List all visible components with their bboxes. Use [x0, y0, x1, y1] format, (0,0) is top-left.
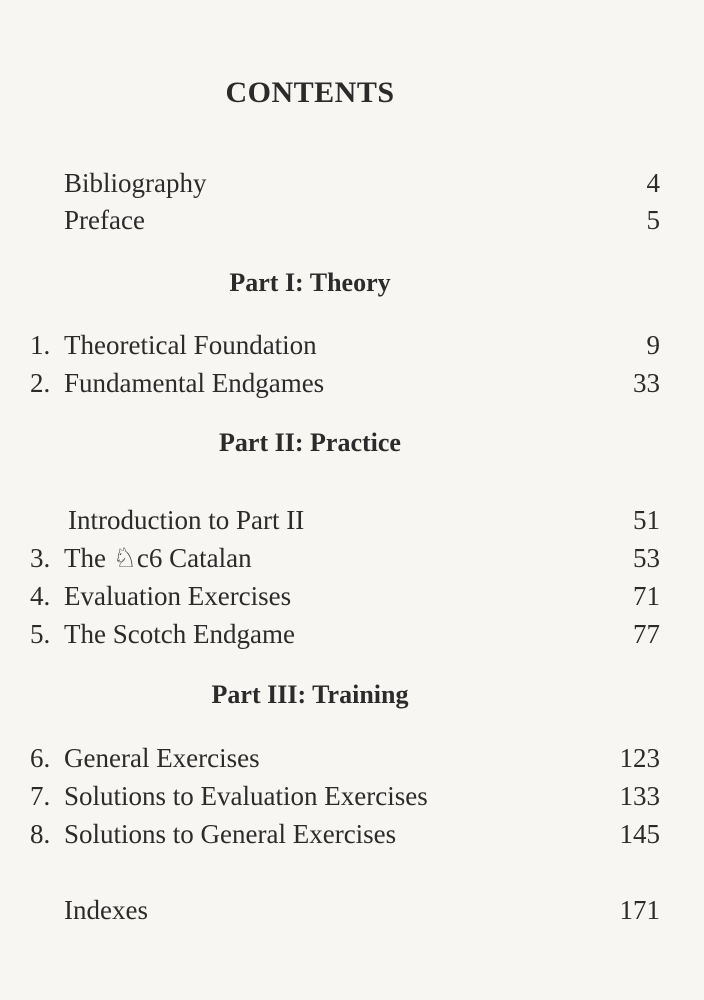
toc-entry-chapter-6[interactable] [0, 743, 660, 779]
toc-entry-page: 133 [619, 781, 660, 811]
toc-entry-page: 51 [633, 505, 660, 535]
toc-entry-chapter-5[interactable] [0, 619, 660, 655]
toc-entry-label: Indexes [64, 895, 148, 925]
toc-entry-page: 123 [619, 743, 660, 773]
toc-entry-label: The ♘c6 Catalan [64, 543, 252, 573]
toc-entry-intro-part2[interactable] [0, 505, 660, 541]
part-heading-practice: Part II: Practice [219, 428, 401, 457]
toc-entry-label: Introduction to Part II [68, 505, 305, 535]
toc-entry-label: Solutions to Evaluation Exercises [64, 781, 428, 811]
toc-entry-number: 3. [30, 543, 51, 573]
toc-entry-number: 4. [30, 581, 51, 611]
toc-entry-page: 5 [646, 205, 660, 235]
toc-entry-label: Theoretical Foundation [64, 330, 317, 360]
toc-entry-page: 171 [619, 895, 660, 925]
toc-entry-page: 145 [619, 819, 660, 849]
toc-entry-label: Solutions to General Exercises [64, 819, 397, 849]
toc-entry-label: General Exercises [64, 743, 260, 773]
toc-entry-chapter-7[interactable] [0, 781, 660, 817]
toc-entry-number: 1. [30, 330, 51, 360]
part-heading-theory: Part I: Theory [229, 268, 391, 297]
toc-entry-number: 7. [30, 781, 51, 811]
toc-entry-number: 8. [30, 819, 51, 849]
part-heading-training: Part III: Training [211, 680, 409, 709]
toc-entry-bibliography[interactable] [0, 168, 660, 204]
toc-entry-page: 4 [646, 168, 660, 198]
toc-entry-page: 71 [633, 581, 660, 611]
toc-entry-page: 77 [633, 619, 660, 649]
toc-entry-chapter-3[interactable] [0, 543, 660, 579]
toc-entry-preface[interactable] [0, 205, 660, 241]
toc-entry-page: 53 [633, 543, 660, 573]
toc-entry-label: Bibliography [64, 168, 207, 198]
toc-entry-number: 5. [30, 619, 51, 649]
toc-entry-label: Preface [64, 205, 145, 235]
toc-entry-chapter-2[interactable] [0, 368, 660, 404]
toc-entry-page: 33 [633, 368, 660, 398]
toc-entry-chapter-8[interactable] [0, 819, 660, 855]
toc-entry-label: The Scotch Endgame [64, 619, 295, 649]
toc-entry-label: Fundamental Endgames [64, 368, 325, 398]
page-title: CONTENTS [225, 76, 395, 109]
toc-entry-chapter-4[interactable] [0, 581, 660, 617]
toc-entry-page: 9 [646, 330, 660, 360]
toc-entry-label: Evaluation Exercises [64, 581, 292, 611]
toc-entry-number: 6. [30, 743, 51, 773]
toc-entry-chapter-1[interactable] [0, 330, 660, 366]
toc-entry-number: 2. [30, 368, 51, 398]
toc-entry-indexes[interactable] [0, 895, 660, 931]
